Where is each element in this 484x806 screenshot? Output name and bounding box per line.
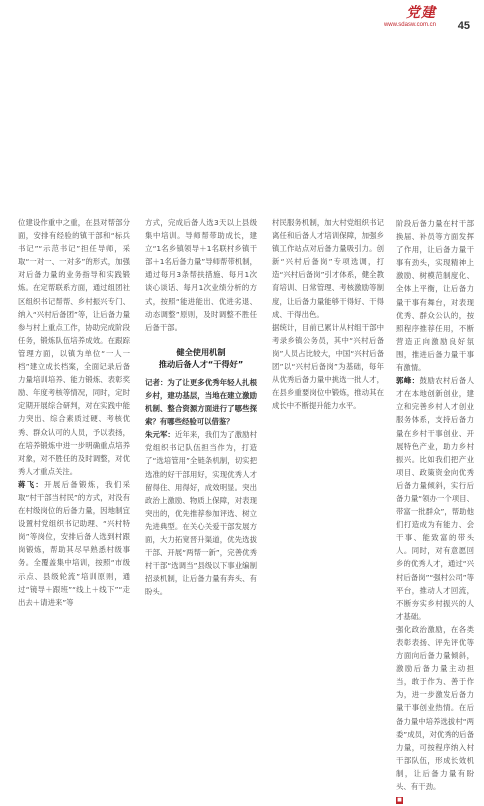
article-column-1 [18,216,130,609]
paragraph: 朱元军：近年来，我们为了激励村党组织书记队伍担当作为，打造了“选培管用”全链条机制，切实把选准的好干部用好，实现优秀人才留得住、用得好，成效明显。突出政治上激励、物质上保障，对表现突出的，优先推荐参加评选、树立先进典型。在关心关爱干部发展方面，大力拓宽晋升渠道，优先选拔干部、开展“两帮一新”，完善优秀村干部“选调当”县级以下事业编制招录机制，让后备力量有奔头、有盼头。 [145,430,257,597]
article-column-2 [145,216,257,598]
paragraph: 强化政治激励，在各类表彰表扬、评先评优等方面向后备力量倾斜，激励后备力量主动担当，敢于作为、善于作为，进一步激发后备力量干事创业热情。在后备力量中培养选拔村“两委”成员，对优秀的后备力量，可按程序纳入村干部队伍，形成长效机制，让后备力量有盼头、有干劲。 [396,624,474,792]
paragraph: 位建设作重中之重，在县对帮部分面，安排有经验的镇干部和“标兵书记”“示范书记”担任导师，采取“一对一、一对多”的形式，加强对后备力量的业务指导和实践锻炼。在定帮联系方面，通过组团社区组织书记帮帮、乡村振兴专门、纳入“兴村后备团”等，让后备力量参与村上重点工作，协助完成阶段任务，锻炼队伍培养成效。在跟踪管理方面，以镇为单位“一人一档”建立成长档案，全面记录后备力量培训培养、能力锻炼、表彰奖励、年度考核等情况，同时，定时定期开展综合研判，对在实践中能力突出、综合素质过硬、考核优秀、群众认可的人员，予以表扬，在培养锻炼中进一步明确重点培养对象，对不胜任的及时调整，对优秀人才重点关注。 [18,218,130,476]
article-column-3 [272,216,384,412]
speaker-name: 蒋飞： [18,479,45,489]
paragraph: 方式，完成后备人选3天以上县级集中培训。导师帮带助成长，建立“1名乡镇领导＋1名联村乡镇干部＋1名后备力量”导师帮带机制，通过每月3条帮扶措施、每月1次谈心谈话、每月1次业绩分析的方式，按照“能进能出、优进劣退、动态调整”原则，及时调整不胜任后备干部。 [145,218,258,332]
speaker-name: 朱元军： [145,430,175,440]
article-column-4 [396,217,475,803]
end-mark-icon: ■ [397,796,402,803]
paragraph: 蒋飞：开展后备锻炼，我们采取“村干部当村民”的方式，对没有在村级岗位的后备力量，因地制宜设置村党组织书记助理、“兴村特岗”等岗位，安排后备人选到村跟岗锻炼，帮助其尽早熟悉村级事务。全覆盖集中培训，按照“市级示点、县级轮流”培训原则，通过“镜导＋跟班”“线上＋线下”“走出去＋请进来”等 [18,479,130,607]
section-heading-line: 推动后备人才“干得好” [158,358,244,369]
speaker-name: 郭峰： [396,376,420,386]
paragraph: 阶段后备力量在村干部换届、补员等方面发挥了作用，让后备力量干事有劲头，实现精神上激励、树模范制度化、全体上平衡，让后备力量干事有舞台，对表现优秀、群众公认的，按照程序推荐任用，不断营造正向激励良好氛围，推进后备力量干事有激情。 [396,219,474,373]
interviewer-question: 记者：为了让更多优秀年轻人扎根乡村，建功基层，当地在建立激励机制、整合资源方面进行了哪些探索？有哪些经验可以借鉴？ [145,377,257,427]
masthead-logo [384,6,436,29]
paragraph: 郭峰：鼓励农村后备人才在本地创新创业，建立和完善乡村人才创业服务体系，支持后备力量在乡村干事创业、开展特色产业，助力乡村振兴。比如我们把产业项目、政策资金向优秀后备力量倾斜，实行后备力量“领办一个项目、带富一批群众”，帮助他们打造成为有能力、会干事、能致富的带头人。同时，对有意愿回乡的优秀人才，通过“兴村后备岗”“强村公司”等平台，推动人才回流，不断夯实乡村振兴的人才基础。 [396,376,475,621]
magazine-url: www.sdasw.com.cn [383,22,436,28]
section-heading-line: 健全使用机制 [176,346,226,357]
page-number: 45 [457,20,470,32]
paragraph: 村民服务机制，加大村党组织书记离任和后备人才培训保障，加强乡镇工作站点对后备力量吸引力。创新“兴村后备岗”专项选调，打造“兴村后备岗”引才体系，健全教育培训、日常管理、考核激励等制度，让后备力量能够干得好、干得成、干得出色。 [272,218,384,319]
paragraph: 据统计，目前已累计从村组干部中考录乡镇公务员，其中“兴村后备岗”人员占比较大，中国“兴村后备团”以“兴村后备岗”为基础，每年从优秀后备力量中挑选一批人才，在县乡重要岗位中锻炼，推动其在成长中不断提升能力水平。 [272,322,384,411]
section-heading [145,346,257,370]
page-header [0,0,484,40]
magazine-logo: 党建 [406,5,436,21]
